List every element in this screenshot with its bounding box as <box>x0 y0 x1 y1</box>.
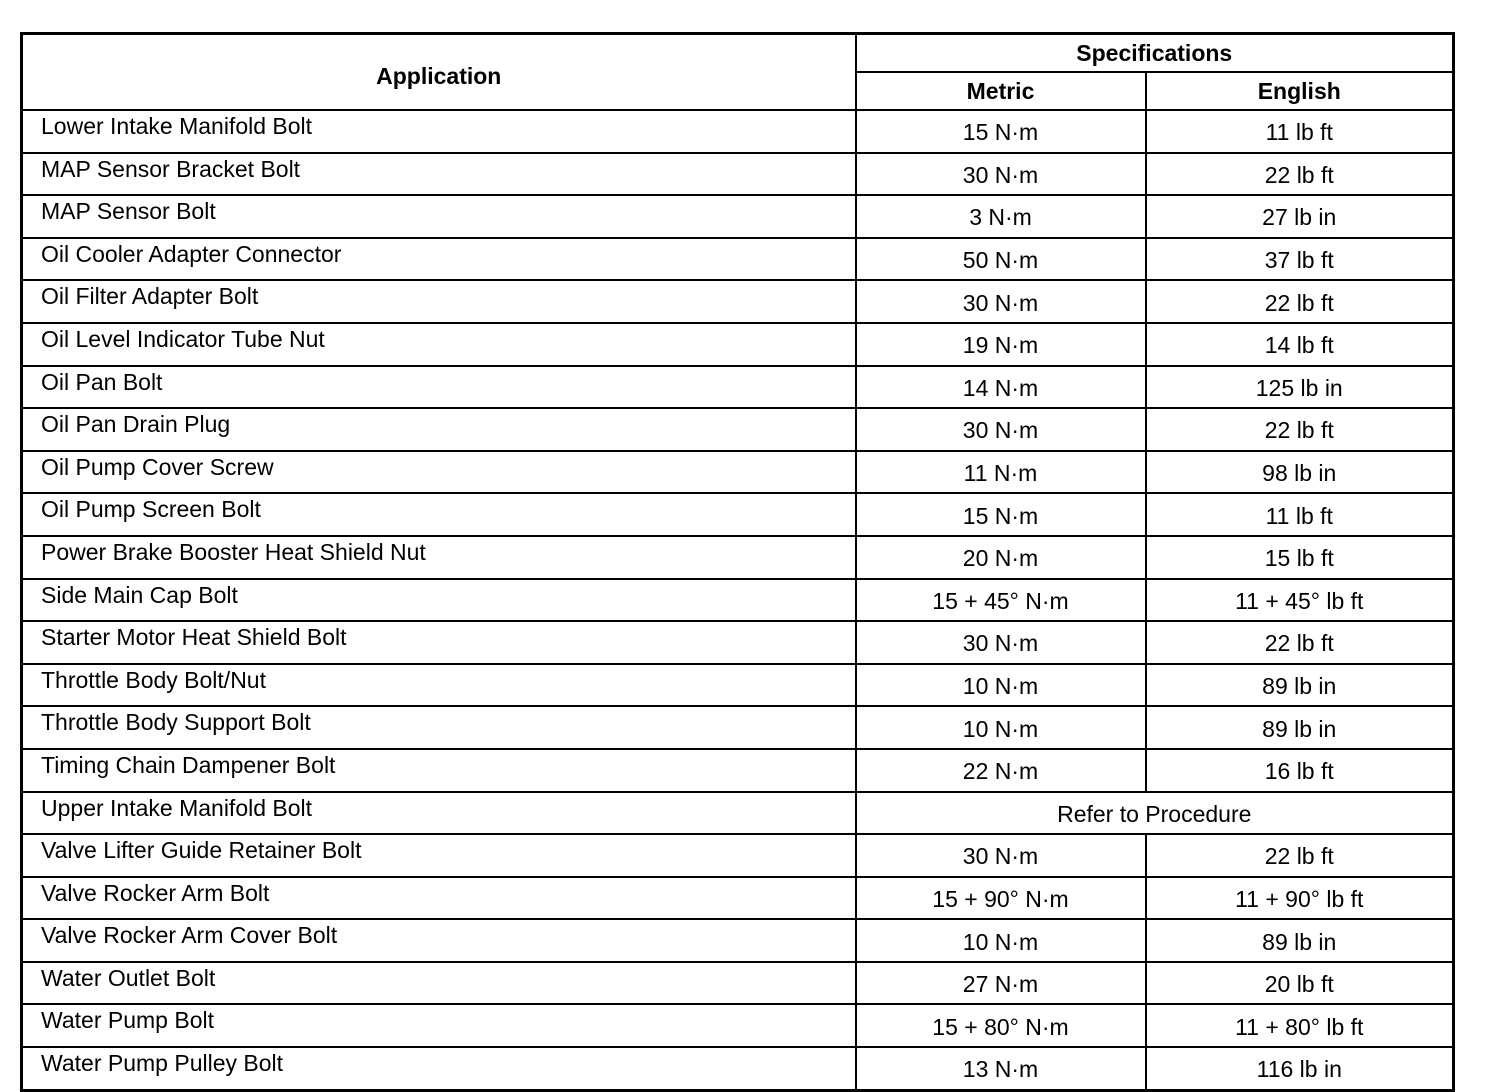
english-value-cell: 22 lb ft <box>1146 280 1454 323</box>
table-row <box>22 877 1454 920</box>
metric-value-cell: 50 N·m <box>856 238 1146 281</box>
metric-value-cell: 3 N·m <box>856 195 1146 238</box>
table-row <box>22 1004 1454 1047</box>
application-cell: Throttle Body Support Bolt <box>22 706 856 749</box>
application-cell: Water Outlet Bolt <box>22 962 856 1005</box>
metric-value-cell: 30 N·m <box>856 153 1146 196</box>
metric-value-cell: 10 N·m <box>856 919 1146 962</box>
metric-value-cell: 11 N·m <box>856 451 1146 494</box>
metric-column-header: Metric <box>856 72 1146 110</box>
english-value-cell: 89 lb in <box>1146 919 1454 962</box>
english-value-cell: 37 lb ft <box>1146 238 1454 281</box>
metric-value-cell: 15 + 80° N·m <box>856 1004 1146 1047</box>
application-cell: Oil Cooler Adapter Connector <box>22 238 856 281</box>
metric-value-cell: 15 + 90° N·m <box>856 877 1146 920</box>
metric-value-cell: 30 N·m <box>856 834 1146 877</box>
table-row <box>22 962 1454 1005</box>
metric-value-cell: 19 N·m <box>856 323 1146 366</box>
metric-value-cell: 30 N·m <box>856 280 1146 323</box>
table-row <box>22 664 1454 707</box>
english-value-cell: 22 lb ft <box>1146 834 1454 877</box>
table-row <box>22 1047 1454 1090</box>
english-value-cell: 116 lb in <box>1146 1047 1454 1090</box>
metric-value-cell: 10 N·m <box>856 664 1146 707</box>
table-row <box>22 919 1454 962</box>
english-value-cell: 11 + 90° lb ft <box>1146 877 1454 920</box>
table-row <box>22 621 1454 664</box>
table-row <box>22 153 1454 196</box>
english-value-cell: 27 lb in <box>1146 195 1454 238</box>
metric-value-cell: 15 N·m <box>856 493 1146 536</box>
table-row <box>22 408 1454 451</box>
application-cell: Side Main Cap Bolt <box>22 579 856 622</box>
table-row <box>22 536 1454 579</box>
table-body <box>22 110 1454 1090</box>
english-value-cell: 89 lb in <box>1146 706 1454 749</box>
application-cell: Oil Pump Screen Bolt <box>22 493 856 536</box>
application-cell: Throttle Body Bolt/Nut <box>22 664 856 707</box>
specification-note-cell: Refer to Procedure <box>856 792 1454 835</box>
application-cell: Oil Pump Cover Screw <box>22 451 856 494</box>
metric-value-cell: 27 N·m <box>856 962 1146 1005</box>
table-row <box>22 110 1454 153</box>
application-cell: Upper Intake Manifold Bolt <box>22 792 856 835</box>
english-value-cell: 89 lb in <box>1146 664 1454 707</box>
english-column-header: English <box>1146 72 1454 110</box>
table-row <box>22 195 1454 238</box>
english-value-cell: 22 lb ft <box>1146 621 1454 664</box>
application-column-header: Application <box>22 34 856 111</box>
application-cell: Power Brake Booster Heat Shield Nut <box>22 536 856 579</box>
english-value-cell: 11 lb ft <box>1146 110 1454 153</box>
application-cell: Valve Lifter Guide Retainer Bolt <box>22 834 856 877</box>
application-cell: Oil Filter Adapter Bolt <box>22 280 856 323</box>
application-cell: Lower Intake Manifold Bolt <box>22 110 856 153</box>
application-cell: Oil Level Indicator Tube Nut <box>22 323 856 366</box>
application-cell: Oil Pan Bolt <box>22 366 856 409</box>
table-row <box>22 238 1454 281</box>
metric-value-cell: 20 N·m <box>856 536 1146 579</box>
application-cell: Oil Pan Drain Plug <box>22 408 856 451</box>
english-value-cell: 15 lb ft <box>1146 536 1454 579</box>
application-cell: Valve Rocker Arm Bolt <box>22 877 856 920</box>
english-value-cell: 22 lb ft <box>1146 408 1454 451</box>
application-cell: Starter Motor Heat Shield Bolt <box>22 621 856 664</box>
table-row <box>22 706 1454 749</box>
table-row <box>22 792 1454 835</box>
metric-value-cell: 15 + 45° N·m <box>856 579 1146 622</box>
english-value-cell: 98 lb in <box>1146 451 1454 494</box>
english-value-cell: 11 + 80° lb ft <box>1146 1004 1454 1047</box>
metric-value-cell: 13 N·m <box>856 1047 1146 1090</box>
english-value-cell: 11 lb ft <box>1146 493 1454 536</box>
table-row <box>22 323 1454 366</box>
metric-value-cell: 10 N·m <box>856 706 1146 749</box>
english-value-cell: 16 lb ft <box>1146 749 1454 792</box>
table-row <box>22 451 1454 494</box>
application-cell: Water Pump Pulley Bolt <box>22 1047 856 1090</box>
metric-value-cell: 30 N·m <box>856 621 1146 664</box>
table-row <box>22 579 1454 622</box>
english-value-cell: 125 lb in <box>1146 366 1454 409</box>
table-row <box>22 280 1454 323</box>
specifications-column-header: Specifications <box>856 34 1454 73</box>
metric-value-cell: 22 N·m <box>856 749 1146 792</box>
table-row <box>22 366 1454 409</box>
application-cell: Valve Rocker Arm Cover Bolt <box>22 919 856 962</box>
english-value-cell: 20 lb ft <box>1146 962 1454 1005</box>
metric-value-cell: 15 N·m <box>856 110 1146 153</box>
application-cell: MAP Sensor Bracket Bolt <box>22 153 856 196</box>
application-cell: MAP Sensor Bolt <box>22 195 856 238</box>
application-cell: Timing Chain Dampener Bolt <box>22 749 856 792</box>
table-row <box>22 834 1454 877</box>
table-row <box>22 749 1454 792</box>
english-value-cell: 11 + 45° lb ft <box>1146 579 1454 622</box>
metric-value-cell: 30 N·m <box>856 408 1146 451</box>
table-row <box>22 493 1454 536</box>
english-value-cell: 14 lb ft <box>1146 323 1454 366</box>
english-value-cell: 22 lb ft <box>1146 153 1454 196</box>
metric-value-cell: 14 N·m <box>856 366 1146 409</box>
torque-specifications-table <box>20 32 1455 1092</box>
application-cell: Water Pump Bolt <box>22 1004 856 1047</box>
